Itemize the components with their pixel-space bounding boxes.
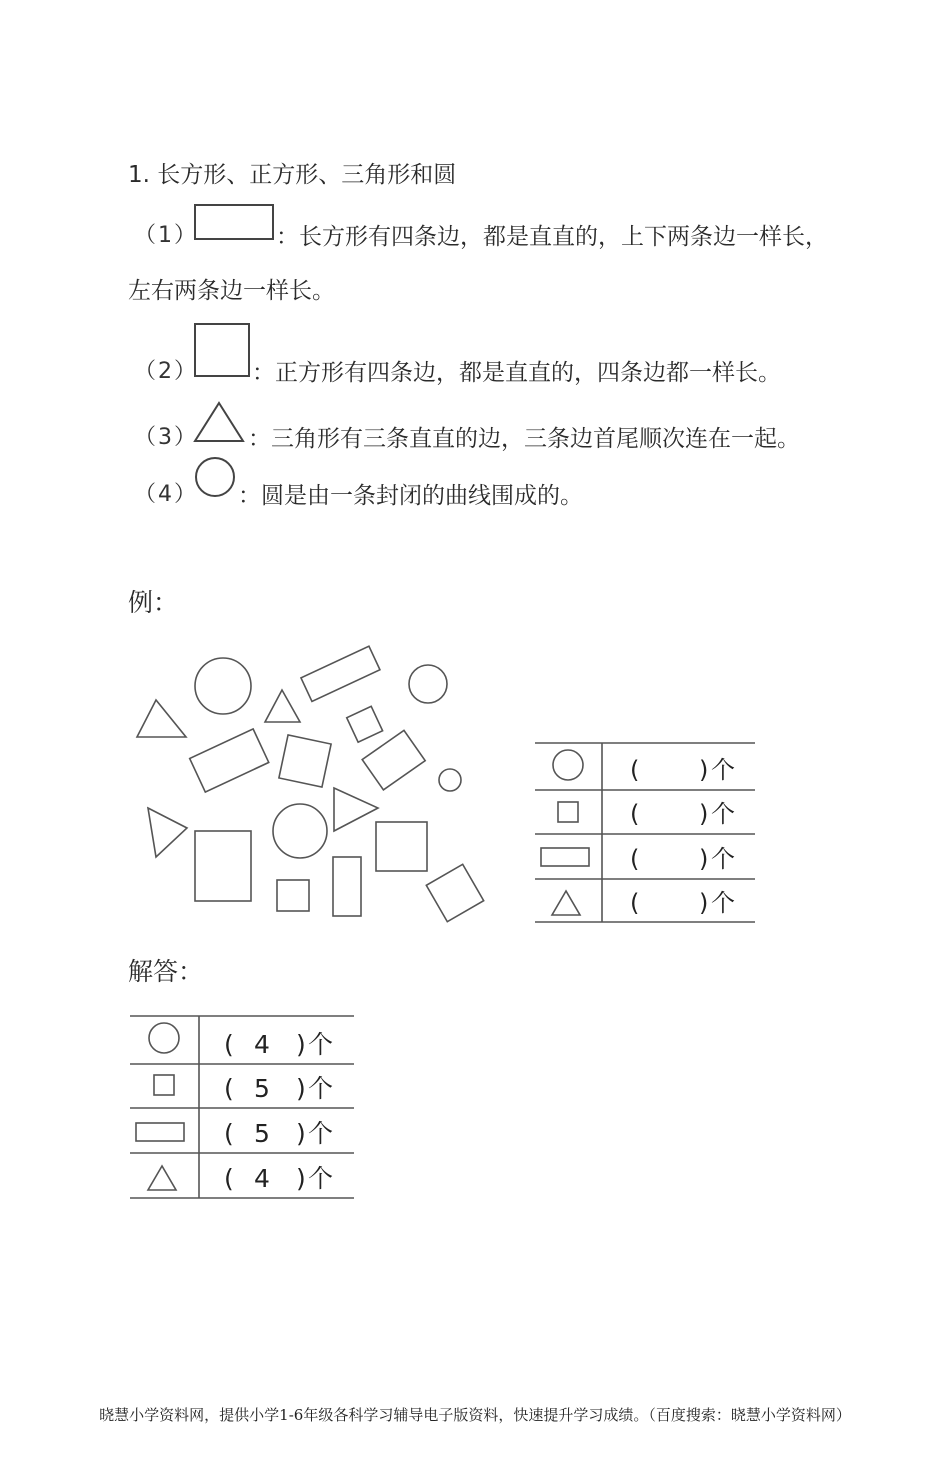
- item-text-continued: 左右两条边一样长。: [128, 278, 335, 304]
- open-paren: (: [224, 1074, 234, 1103]
- item-text: ：三角形有三条直直的边，三条边首尾顺次连在一起。: [248, 426, 800, 452]
- close-paren: ): [296, 1030, 306, 1059]
- count-value: 4: [254, 1030, 270, 1059]
- triangle-shape: [148, 808, 187, 857]
- close-paren: ): [296, 1074, 306, 1103]
- triangle-icon: [552, 891, 580, 915]
- unit-label: 个: [711, 889, 735, 917]
- square-icon: [558, 802, 578, 822]
- rectangle-shape: [333, 857, 361, 916]
- rectangle-shape: [195, 831, 251, 901]
- item-text: ：正方形有四条边，都是直直的，四条边都一样长。: [252, 360, 781, 386]
- triangle-shape: [137, 700, 186, 737]
- footer-text: 晓慧小学资料网，提供小学1-6年级各科学习辅导电子版资料，快速提升学习成绩。（百度搜索：晓慧小学资料网）: [99, 1406, 851, 1424]
- rectangle-shape: [362, 730, 425, 790]
- open-paren: (: [224, 1164, 234, 1193]
- rectangle-icon: [194, 204, 274, 240]
- rectangle-shape: [301, 646, 380, 701]
- answer-count-table: [128, 1011, 358, 1203]
- unit-label: 个: [711, 756, 735, 784]
- square-icon: [154, 1075, 174, 1095]
- example-heading: 例：: [128, 588, 179, 617]
- close-paren: ): [699, 889, 709, 917]
- circle-icon: [149, 1023, 179, 1053]
- triangle-icon: [148, 1166, 176, 1190]
- square-icon: [194, 323, 250, 377]
- unit-label: 个: [308, 1074, 334, 1103]
- rectangle-icon: [136, 1123, 184, 1141]
- unit-label: 个: [711, 800, 735, 828]
- item-number: （4）: [134, 482, 198, 507]
- square-shape: [376, 822, 427, 871]
- close-paren: ): [699, 800, 709, 828]
- close-paren: ): [699, 756, 709, 784]
- unit-label: 个: [308, 1119, 334, 1148]
- shapes-figure: [130, 645, 490, 925]
- close-paren: ): [699, 845, 709, 873]
- open-paren: (: [630, 845, 640, 873]
- square-shape: [426, 864, 483, 921]
- triangle-icon: [192, 400, 246, 444]
- open-paren: (: [630, 800, 640, 828]
- rectangle-shape: [190, 729, 269, 792]
- item-text: ：圆是由一条封闭的曲线围成的。: [238, 483, 583, 509]
- unit-label: 个: [308, 1164, 334, 1193]
- item-number: （1）: [134, 223, 198, 248]
- unit-label: 个: [711, 845, 735, 873]
- count-value: 5: [254, 1074, 270, 1103]
- item-number: （3）: [134, 425, 198, 450]
- triangle-shape: [265, 690, 300, 722]
- open-paren: (: [224, 1119, 234, 1148]
- circle-shape: [273, 804, 327, 858]
- open-paren: (: [630, 756, 640, 784]
- answer-heading: 解答：: [128, 957, 204, 986]
- circle-shape: [195, 658, 251, 714]
- example-count-table: [533, 738, 757, 928]
- open-paren: (: [224, 1030, 234, 1059]
- close-paren: ): [296, 1164, 306, 1193]
- count-value: 4: [254, 1164, 270, 1193]
- close-paren: ): [296, 1119, 306, 1148]
- triangle-shape: [334, 788, 378, 831]
- circle-icon: [553, 750, 583, 780]
- circle-shape: [409, 665, 447, 703]
- section-title: 1. 长方形、正方形、三角形和圆: [128, 162, 457, 188]
- circle-icon: [194, 456, 238, 500]
- unit-label: 个: [308, 1030, 334, 1059]
- count-value: 5: [254, 1119, 270, 1148]
- circle-shape: [439, 769, 461, 791]
- open-paren: (: [630, 889, 640, 917]
- square-shape: [347, 706, 383, 742]
- item-text: ：长方形有四条边，都是直直的，上下两条边一样长，: [276, 224, 828, 250]
- square-shape: [277, 880, 309, 911]
- rectangle-icon: [541, 848, 589, 866]
- square-shape: [279, 735, 331, 787]
- item-number: （2）: [134, 359, 198, 384]
